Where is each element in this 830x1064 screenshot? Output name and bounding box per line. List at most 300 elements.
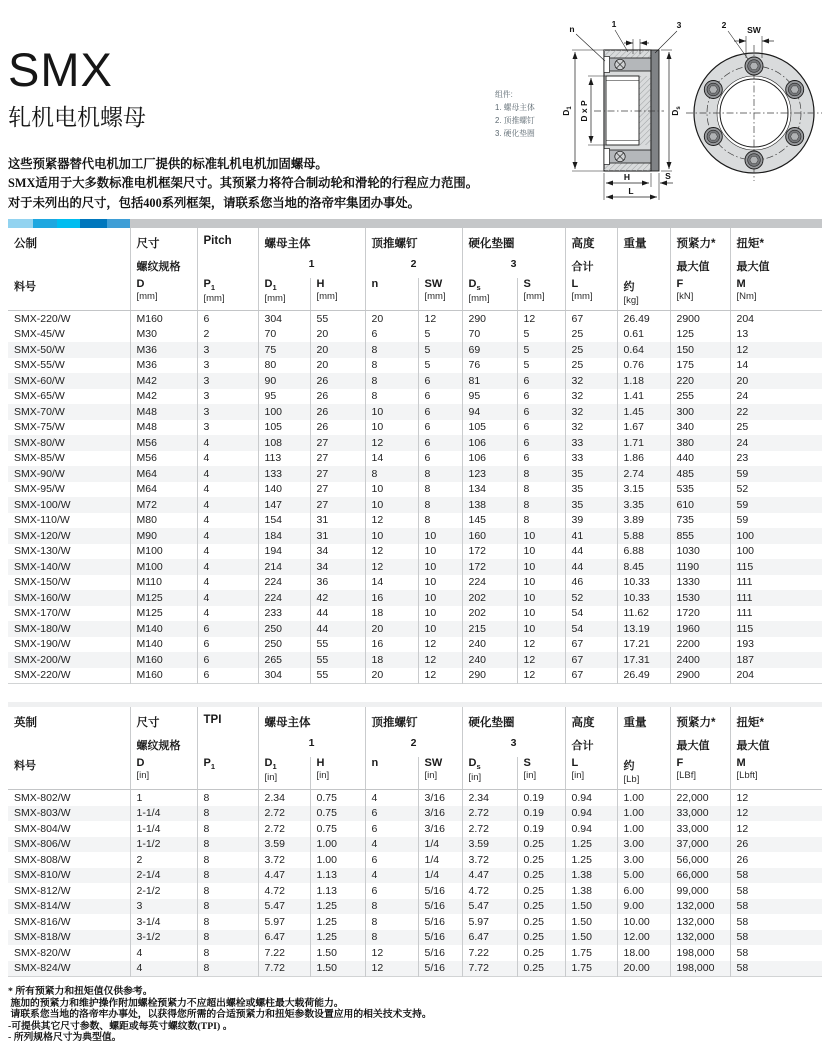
table-cell: 52 bbox=[565, 590, 617, 606]
table-cell: 1330 bbox=[670, 575, 730, 591]
table-cell: 6 bbox=[418, 420, 462, 436]
table-cell: 12 bbox=[418, 668, 462, 684]
table-row bbox=[8, 342, 822, 358]
table-cell: 215 bbox=[462, 621, 517, 637]
table-cell: 4 bbox=[197, 544, 258, 560]
dim-label-d1: $D_1$ bbox=[561, 106, 573, 116]
table-cell: SMX-820/W bbox=[14, 946, 71, 959]
col-f: F [kN] bbox=[670, 278, 730, 311]
table-cell: 34 bbox=[310, 544, 365, 560]
table-cell: 1/4 bbox=[418, 868, 462, 884]
sub-part-1: 1 bbox=[258, 256, 365, 278]
table-cell: M48 bbox=[130, 420, 197, 436]
table-cell: 36 bbox=[310, 575, 365, 591]
table-cell: 3.59 bbox=[462, 837, 517, 853]
table-cell: 138 bbox=[462, 497, 517, 513]
col-ds: $D_s$ [mm] bbox=[462, 278, 517, 311]
table-cell: SMX-824/W bbox=[14, 962, 71, 975]
table-row bbox=[8, 373, 822, 389]
table-cell: 17.31 bbox=[617, 652, 670, 668]
table-cell: 12 bbox=[365, 559, 418, 575]
footnote-line: - 所列规格尺寸为典型值。 bbox=[8, 1032, 122, 1044]
table-cell: 0.25 bbox=[517, 899, 565, 915]
table-cell: 4 bbox=[197, 513, 258, 529]
table-cell: 340 bbox=[670, 420, 730, 436]
metric-table-body bbox=[8, 311, 822, 684]
table-cell: 8 bbox=[365, 899, 418, 915]
dim-label-sw: SW bbox=[747, 25, 761, 35]
table-cell: 0.75 bbox=[310, 821, 365, 837]
table-cell: 27 bbox=[310, 451, 365, 467]
table-cell: SMX-130/W bbox=[14, 545, 71, 558]
table-cell: 3/16 bbox=[418, 821, 462, 837]
table-cell: SMX-818/W bbox=[14, 931, 71, 944]
col-h: H [in] bbox=[310, 757, 365, 790]
table-cell: 6 bbox=[517, 435, 565, 451]
table-cell: 6.88 bbox=[617, 544, 670, 560]
bar-segment bbox=[107, 219, 130, 228]
table-cell: 22 bbox=[730, 404, 822, 420]
table-cell: 27 bbox=[310, 435, 365, 451]
table-cell: 3 bbox=[197, 373, 258, 389]
table-cell: 5 bbox=[517, 342, 565, 358]
table-cell: 1.25 bbox=[565, 837, 617, 853]
table-row bbox=[8, 790, 822, 806]
col-ds: $D_s$ [in] bbox=[462, 757, 517, 790]
table-cell: 2-1/2 bbox=[130, 883, 197, 899]
table-cell: 26 bbox=[310, 373, 365, 389]
table-cell: 1.38 bbox=[565, 868, 617, 884]
table-cell: 113 bbox=[258, 451, 310, 467]
group-weight: 重量 bbox=[617, 707, 670, 735]
table-cell: 54 bbox=[565, 606, 617, 622]
col-n: n bbox=[365, 757, 418, 790]
table-cell: 10 bbox=[418, 575, 462, 591]
table-cell: SMX-170/W bbox=[14, 607, 71, 620]
table-cell: 8 bbox=[197, 868, 258, 884]
table-cell: M48 bbox=[130, 404, 197, 420]
col-d1: $D_1$ [in] bbox=[258, 757, 310, 790]
table-cell: 2.72 bbox=[258, 821, 310, 837]
table-cell: 1.50 bbox=[565, 914, 617, 930]
table-cell: SMX-180/W bbox=[14, 622, 71, 635]
table-cell: 224 bbox=[462, 575, 517, 591]
table-cell: 1.00 bbox=[617, 790, 670, 806]
table-cell: 27 bbox=[310, 482, 365, 498]
table-cell: 80 bbox=[258, 358, 310, 374]
table-cell: M42 bbox=[130, 389, 197, 405]
table-row bbox=[8, 930, 822, 946]
table-cell: 13 bbox=[730, 327, 822, 343]
table-cell: 0.19 bbox=[517, 821, 565, 837]
table-cell: 4 bbox=[365, 868, 418, 884]
table-cell: 10 bbox=[418, 621, 462, 637]
table-cell: 12 bbox=[418, 311, 462, 327]
col-weight: 约 [Lb] bbox=[617, 757, 670, 790]
table-cell: 3.00 bbox=[617, 837, 670, 853]
table-cell: 220 bbox=[670, 373, 730, 389]
table-cell: 12 bbox=[365, 961, 418, 977]
table-cell: 198,000 bbox=[670, 961, 730, 977]
table-row bbox=[8, 899, 822, 915]
table-cell: SMX-55/W bbox=[14, 359, 65, 372]
table-cell: 10.33 bbox=[617, 575, 670, 591]
sub-part-3: 3 bbox=[462, 735, 565, 757]
sub-total: 合计 bbox=[565, 256, 617, 278]
table-cell: 5/16 bbox=[418, 914, 462, 930]
table-row bbox=[8, 961, 822, 977]
technical-drawing bbox=[488, 8, 826, 212]
group-washer: 硬化垫圈 bbox=[462, 228, 565, 256]
table-cell: 46 bbox=[565, 575, 617, 591]
table-cell: 20 bbox=[365, 311, 418, 327]
table-cell: 1190 bbox=[670, 559, 730, 575]
table-cell: M64 bbox=[130, 466, 197, 482]
table-cell: 125 bbox=[670, 327, 730, 343]
table-cell: SMX-806/W bbox=[14, 838, 71, 851]
table-cell: 115 bbox=[730, 621, 822, 637]
table-cell: 4 bbox=[197, 482, 258, 498]
dim-label-ds: $D_s$ bbox=[670, 106, 682, 116]
table-cell: 6 bbox=[517, 389, 565, 405]
table-cell: 18 bbox=[365, 606, 418, 622]
thread-bore bbox=[606, 76, 639, 145]
group-preload: 预紧力* bbox=[670, 228, 730, 256]
table-cell: 193 bbox=[730, 637, 822, 653]
table-cell: 12 bbox=[365, 945, 418, 961]
table-cell: 4.47 bbox=[462, 868, 517, 884]
table-cell: 26 bbox=[310, 389, 365, 405]
table-cell: 1530 bbox=[670, 590, 730, 606]
table-row bbox=[8, 852, 822, 868]
table-cell: 4 bbox=[197, 590, 258, 606]
table-cell: 2.72 bbox=[462, 821, 517, 837]
table-cell: 81 bbox=[462, 373, 517, 389]
table-cell: 5/16 bbox=[418, 961, 462, 977]
table-cell: 44 bbox=[565, 559, 617, 575]
table-cell: 160 bbox=[462, 528, 517, 544]
table-cell: 0.25 bbox=[517, 883, 565, 899]
table-cell: 106 bbox=[462, 435, 517, 451]
table-row bbox=[8, 945, 822, 961]
table-cell: 250 bbox=[258, 621, 310, 637]
table-cell: 12 bbox=[730, 342, 822, 358]
table-cell: 10 bbox=[517, 621, 565, 637]
table-cell: 2900 bbox=[670, 311, 730, 327]
table-cell: 16 bbox=[365, 590, 418, 606]
table-cell: 95 bbox=[462, 389, 517, 405]
table-cell: SMX-45/W bbox=[14, 328, 65, 341]
table-cell: 8 bbox=[365, 373, 418, 389]
table-cell: 35 bbox=[565, 482, 617, 498]
table-cell: 20 bbox=[365, 621, 418, 637]
table-cell: 27 bbox=[310, 497, 365, 513]
table-cell: 250 bbox=[258, 637, 310, 653]
table-cell: 8 bbox=[365, 466, 418, 482]
product-description bbox=[8, 155, 478, 213]
table-cell: 1.86 bbox=[617, 451, 670, 467]
table-row bbox=[8, 590, 822, 606]
table-cell: 23 bbox=[730, 451, 822, 467]
table-cell: 535 bbox=[670, 482, 730, 498]
table-cell: 3 bbox=[197, 358, 258, 374]
table-cell: 75 bbox=[258, 342, 310, 358]
table-cell: 132,000 bbox=[670, 914, 730, 930]
table-cell: 5 bbox=[418, 358, 462, 374]
table-cell: M100 bbox=[130, 559, 197, 575]
bar-segment bbox=[33, 219, 57, 228]
table-row bbox=[8, 451, 822, 467]
table-cell: 134 bbox=[462, 482, 517, 498]
table-cell: SMX-120/W bbox=[14, 529, 71, 542]
table-cell: SMX-810/W bbox=[14, 869, 71, 882]
table-cell: 3/16 bbox=[418, 790, 462, 806]
table-cell: 1.50 bbox=[565, 899, 617, 915]
table-cell: 3 bbox=[197, 404, 258, 420]
table-row bbox=[8, 404, 822, 420]
table-cell: 4 bbox=[197, 528, 258, 544]
table-cell: 202 bbox=[462, 606, 517, 622]
table-cell: 6 bbox=[365, 852, 418, 868]
table-cell: 58 bbox=[730, 961, 822, 977]
table-cell: 3/16 bbox=[418, 806, 462, 822]
table-cell: SMX-190/W bbox=[14, 638, 71, 651]
table-cell: 6 bbox=[418, 373, 462, 389]
table-cell: 2400 bbox=[670, 652, 730, 668]
col-d: D [mm] bbox=[130, 278, 197, 311]
group-weight: 重量 bbox=[617, 228, 670, 256]
table-cell: 12 bbox=[418, 637, 462, 653]
table-cell: 6 bbox=[418, 404, 462, 420]
table-cell: 10 bbox=[418, 559, 462, 575]
table-cell: M160 bbox=[130, 668, 197, 684]
table-cell: 100 bbox=[258, 404, 310, 420]
table-cell: 5.00 bbox=[617, 868, 670, 884]
table-cell: 7.72 bbox=[462, 961, 517, 977]
table-cell: 14 bbox=[365, 575, 418, 591]
table-cell: 8 bbox=[197, 914, 258, 930]
legend-item: 3. 硬化垫圈 bbox=[495, 129, 535, 138]
table-row bbox=[8, 606, 822, 622]
table-cell: 172 bbox=[462, 544, 517, 560]
table-cell: 111 bbox=[730, 606, 822, 622]
table-cell: 67 bbox=[565, 668, 617, 684]
table-cell: 22,000 bbox=[670, 790, 730, 806]
table-cell: 14 bbox=[730, 358, 822, 374]
col-m: M [Lbft] bbox=[730, 757, 822, 790]
group-family: 公制 bbox=[14, 238, 37, 250]
table-cell: 1.00 bbox=[617, 806, 670, 822]
table-cell: 1.25 bbox=[310, 930, 365, 946]
table-cell: 5 bbox=[418, 327, 462, 343]
dim-label-s: S bbox=[665, 171, 671, 181]
table-cell: 198,000 bbox=[670, 945, 730, 961]
table-cell: 2900 bbox=[670, 668, 730, 684]
table-cell: 58 bbox=[730, 914, 822, 930]
table-cell: 69 bbox=[462, 342, 517, 358]
table-cell: 440 bbox=[670, 451, 730, 467]
table-cell: 8 bbox=[197, 790, 258, 806]
table-cell: 105 bbox=[258, 420, 310, 436]
table-row bbox=[8, 420, 822, 436]
table-row bbox=[8, 837, 822, 853]
table-cell: 5.47 bbox=[258, 899, 310, 915]
table-cell: 0.61 bbox=[617, 327, 670, 343]
table-cell: 95 bbox=[258, 389, 310, 405]
table-cell: 32 bbox=[565, 404, 617, 420]
table-row bbox=[8, 868, 822, 884]
table-cell: 20 bbox=[730, 373, 822, 389]
table-cell: 0.75 bbox=[310, 806, 365, 822]
table-cell: 10 bbox=[418, 544, 462, 560]
legend-item: 1. 螺母主体 bbox=[495, 103, 535, 112]
table-cell: SMX-812/W bbox=[14, 884, 71, 897]
table-cell: 1.50 bbox=[310, 945, 365, 961]
table-cell: 111 bbox=[730, 575, 822, 591]
table-cell: 52 bbox=[730, 482, 822, 498]
table-cell: 5 bbox=[517, 358, 565, 374]
bar-segment bbox=[80, 219, 107, 228]
table-cell: 9.00 bbox=[617, 899, 670, 915]
table-cell: 1.00 bbox=[310, 837, 365, 853]
table-cell: 255 bbox=[670, 389, 730, 405]
metric-table bbox=[8, 228, 822, 684]
table-row bbox=[8, 668, 822, 684]
legend-title: 组件: bbox=[495, 90, 513, 99]
sub-part-2: 2 bbox=[365, 256, 462, 278]
table-row bbox=[8, 559, 822, 575]
sub-total: 合计 bbox=[565, 735, 617, 757]
table-cell: 25 bbox=[565, 327, 617, 343]
table-cell: 20 bbox=[310, 358, 365, 374]
table-cell: 10 bbox=[517, 528, 565, 544]
table-cell: 58 bbox=[730, 883, 822, 899]
table-cell: SMX-803/W bbox=[14, 807, 71, 820]
table-cell: 5.88 bbox=[617, 528, 670, 544]
table-cell: 12 bbox=[517, 311, 565, 327]
col-f: F [LBf] bbox=[670, 757, 730, 790]
col-l: L [mm] bbox=[565, 278, 617, 311]
table-cell: 6 bbox=[197, 637, 258, 653]
sub-max: 最大值 bbox=[670, 735, 730, 757]
table-cell: M160 bbox=[130, 311, 197, 327]
table-cell: 8 bbox=[197, 837, 258, 853]
table-cell: 20.00 bbox=[617, 961, 670, 977]
table-cell: 5/16 bbox=[418, 883, 462, 899]
table-cell: 150 bbox=[670, 342, 730, 358]
table-cell: 304 bbox=[258, 668, 310, 684]
table-cell: 1.25 bbox=[310, 899, 365, 915]
table-cell: 8 bbox=[365, 389, 418, 405]
table-cell: 12 bbox=[365, 435, 418, 451]
front-view bbox=[686, 20, 822, 181]
table-cell: 154 bbox=[258, 513, 310, 529]
table-cell: 8 bbox=[197, 899, 258, 915]
table-cell: 37,000 bbox=[670, 837, 730, 853]
table-cell: 90 bbox=[258, 373, 310, 389]
table-cell: 5/16 bbox=[418, 930, 462, 946]
table-cell: 1.45 bbox=[617, 404, 670, 420]
table-cell: 58 bbox=[730, 868, 822, 884]
table-cell: 66,000 bbox=[670, 868, 730, 884]
table-cell: 94 bbox=[462, 404, 517, 420]
table-cell: 70 bbox=[258, 327, 310, 343]
table-cell: 6 bbox=[517, 373, 565, 389]
col-l: L [in] bbox=[565, 757, 617, 790]
table-cell: 1-1/4 bbox=[130, 821, 197, 837]
table-cell: 6 bbox=[517, 420, 565, 436]
table-cell: 3.00 bbox=[617, 852, 670, 868]
table-cell: 26.49 bbox=[617, 311, 670, 327]
table-cell: 3.72 bbox=[462, 852, 517, 868]
table-cell: M36 bbox=[130, 342, 197, 358]
table-cell: 4 bbox=[130, 945, 197, 961]
table-cell: 3-1/4 bbox=[130, 914, 197, 930]
table-cell: 6 bbox=[517, 451, 565, 467]
sub-part-3: 3 bbox=[462, 256, 565, 278]
footnotes bbox=[8, 986, 432, 1044]
table-cell: 240 bbox=[462, 652, 517, 668]
table-cell: 105 bbox=[462, 420, 517, 436]
table-row bbox=[8, 513, 822, 529]
table-cell: 8 bbox=[197, 883, 258, 899]
table-cell: 132,000 bbox=[670, 930, 730, 946]
table-cell: 44 bbox=[310, 606, 365, 622]
table-cell: 4 bbox=[197, 559, 258, 575]
table-row bbox=[8, 358, 822, 374]
table-cell: 31 bbox=[310, 513, 365, 529]
table-cell: 111 bbox=[730, 590, 822, 606]
group-torque: 扭矩* bbox=[730, 707, 822, 735]
table-cell: 8 bbox=[418, 466, 462, 482]
table-cell: 12 bbox=[517, 637, 565, 653]
table-cell: 18 bbox=[365, 652, 418, 668]
table-cell: 10 bbox=[418, 590, 462, 606]
table-cell: 6 bbox=[365, 806, 418, 822]
table-cell: 13.19 bbox=[617, 621, 670, 637]
table-cell: 12 bbox=[517, 668, 565, 684]
table-cell: 0.94 bbox=[565, 790, 617, 806]
table-row bbox=[8, 497, 822, 513]
table-cell: 67 bbox=[565, 311, 617, 327]
table-cell: 0.25 bbox=[517, 837, 565, 853]
table-cell: 35 bbox=[565, 497, 617, 513]
table-cell: SMX-802/W bbox=[14, 791, 71, 804]
table-cell: SMX-140/W bbox=[14, 560, 71, 573]
table-cell: 33 bbox=[565, 435, 617, 451]
footnote-line: 请联系您当地的洛帝牢办事处，以获得您所需的合适预紧力和扭矩参数设置应用的相关技术支持。 bbox=[8, 1009, 432, 1021]
col-s: S [in] bbox=[517, 757, 565, 790]
sub-thread-spec: 螺纹规格 bbox=[130, 735, 197, 757]
table-cell: 42 bbox=[310, 590, 365, 606]
table-cell: 44 bbox=[310, 621, 365, 637]
table-cell: 735 bbox=[670, 513, 730, 529]
table-cell: 0.25 bbox=[517, 961, 565, 977]
table-cell: 67 bbox=[565, 652, 617, 668]
legend-item: 2. 顶推螺钉 bbox=[495, 116, 535, 125]
table-cell: 3 bbox=[130, 899, 197, 915]
col-p1: $P_1$ [mm] bbox=[197, 278, 258, 311]
table-cell: 6 bbox=[418, 389, 462, 405]
table-row bbox=[8, 482, 822, 498]
table-cell: 1.18 bbox=[617, 373, 670, 389]
table-cell: 6 bbox=[197, 652, 258, 668]
table-cell: 6 bbox=[365, 883, 418, 899]
table-cell: 0.94 bbox=[565, 806, 617, 822]
table-row bbox=[8, 575, 822, 591]
table-cell: 4 bbox=[130, 961, 197, 977]
table-cell: 16 bbox=[365, 637, 418, 653]
